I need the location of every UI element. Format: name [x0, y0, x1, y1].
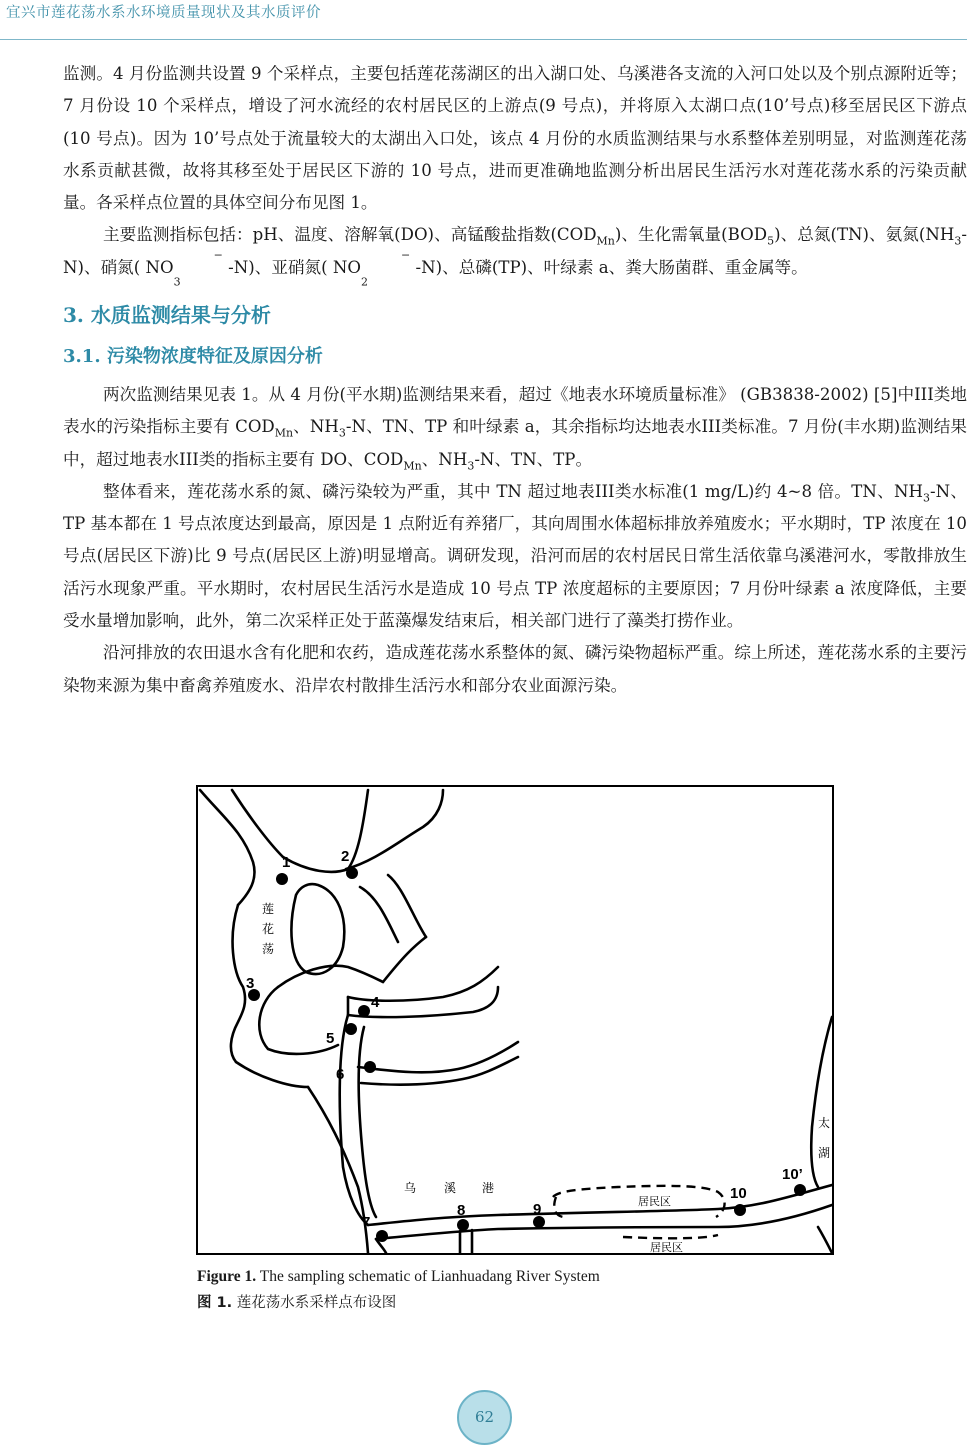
- header-divider: [0, 39, 967, 40]
- taihu-label-char: 湖: [818, 1146, 831, 1160]
- subscript: 3: [954, 234, 962, 248]
- paragraph-conclusion: 沿河排放的农田退水含有化肥和农药，造成莲花荡水系整体的氮、磷污染物超标严重。综上所述，莲花荡水系的主要污染物来源为集中畜禽养殖废水、沿岸农村散排生活污水和部分农业面源污染。: [63, 643, 967, 695]
- paragraph-sampling-points: 监测。4 月份监测共设置 9 个采样点，主要包括莲花荡湖区的出入湖口处、乌溪港各支流的入河口处以及个别点源附近等；7 月份设 10 个采样点，增设了河水流经的农村居民区的上游点(9 号点)，并将原入太湖口点(10’号点)移至居民区下游点(10 号点)。因为 10’号点处于流量较大的太湖出入口处，该点 4 月份的水质监测结果与水系整体差别明显，对监测莲花荡水系贡献甚微，故将其移至处于居民区下游的 10 号点，进而更准确地监测分析出居民生活污水对莲花荡水系的污染贡献量。各采样点位置的具体空间分布见图 1。: [63, 64, 967, 213]
- nitrite-formula: NO: [332, 257, 362, 277]
- point-label-6: 6: [336, 1066, 345, 1083]
- subscript: 3: [338, 426, 346, 440]
- sampling-point-10: [734, 1204, 746, 1216]
- subscript: Mn: [274, 426, 294, 440]
- superscript: −: [401, 248, 411, 262]
- section-heading: 3. 水质监测结果与分析: [63, 302, 271, 327]
- ion-notation: [361, 248, 411, 289]
- sampling-points: [248, 867, 806, 1242]
- caption-label: Figure 1.: [197, 1268, 257, 1285]
- subscript: 3: [467, 458, 475, 472]
- sampling-point-10-prime: [794, 1184, 806, 1196]
- text-run: 两次监测结果见表 1。从 4 月份(平水期)监测结果来看，超过《地表水环境质量标准》 (GB3838-2002) [5]中III类地表水的污染指标主要有 COD: [63, 384, 967, 437]
- text-run: -N)、硝氮(: [63, 225, 967, 277]
- lake-label-char: 莲: [262, 902, 275, 916]
- point-label-4: 4: [371, 994, 380, 1011]
- page-number-badge: 62: [457, 1390, 512, 1445]
- text-run: 整体看来，莲花荡水系的氮、磷污染较为严重，其中 TN 超过地表III类水标准(1 mg/L)约 4~8 倍。TN、NH: [103, 481, 923, 501]
- subscript: 2: [361, 275, 369, 289]
- point-label-10-prime: 10’: [782, 1166, 803, 1183]
- river-label-char: 溪: [444, 1181, 457, 1195]
- paragraph-pollution-analysis: [63, 476, 967, 637]
- nitrate-formula: NO: [145, 257, 174, 277]
- residential-area-label: 居民区: [650, 1241, 683, 1253]
- text-run: )、生化需氧量(BOD: [614, 225, 768, 245]
- text-run: 、NH: [293, 417, 339, 437]
- caption-text: 莲花荡水系采样点布设图: [232, 1295, 397, 1311]
- residential-area-label: 居民区: [638, 1195, 671, 1208]
- lake-label-char: 荡: [262, 942, 275, 956]
- point-label-2: 2: [341, 848, 350, 865]
- point-label-1: 1: [282, 854, 291, 871]
- article-body: [63, 58, 967, 702]
- sampling-point-7: [376, 1230, 388, 1242]
- sampling-point-1: [276, 873, 288, 885]
- sampling-point-8: [457, 1219, 469, 1231]
- text-run: -N、TN、TP。: [474, 449, 593, 469]
- running-header: [0, 0, 967, 40]
- text-run: 、NH: [421, 449, 468, 469]
- subsection-heading: 3.1. 污染物浓度特征及原因分析: [63, 345, 323, 367]
- figure-caption-english: [197, 1268, 837, 1286]
- subscript: Mn: [596, 234, 615, 248]
- point-label-7: 7: [362, 1214, 371, 1231]
- river-label-char: 乌: [404, 1181, 417, 1195]
- sampling-point-5: [345, 1023, 357, 1035]
- ion-notation: [173, 248, 223, 289]
- point-label-10: 10: [730, 1185, 747, 1202]
- figure-sampling-map: [196, 785, 834, 1255]
- paragraph-results: [63, 379, 967, 476]
- text-run: )、总氮(TN)、氨氮(NH: [774, 225, 955, 245]
- sampling-point-2: [346, 867, 358, 879]
- subscript: Mn: [403, 458, 422, 472]
- text-run: 主要监测指标包括：pH、温度、溶解氧(DO)、高锰酸盐指数(COD: [103, 225, 597, 245]
- sampling-point-6: [364, 1061, 376, 1073]
- figure-caption-chinese: [197, 1291, 837, 1312]
- subscript: 3: [923, 491, 930, 505]
- journal-running-title: 宜兴市莲花荡水系水环境质量现状及其水质评价: [6, 5, 321, 21]
- point-label-3: 3: [246, 975, 255, 992]
- text-run: -N)、总磷(TP)、叶绿素 a、粪大肠菌群、重金属等。: [415, 257, 808, 277]
- lake-label-char: 花: [262, 922, 275, 936]
- paragraph-monitoring-indicators: [63, 219, 967, 289]
- text-run: -N、TN、TP 和叶绿素 a，其余指标均达地表水III类标准。7 月份(丰水期)监测结果中，超过地表水III类的指标主要有 DO、COD: [63, 417, 967, 469]
- point-label-9: 9: [533, 1201, 542, 1218]
- caption-label: 图 1.: [197, 1295, 233, 1311]
- sampling-point-4: [358, 1005, 370, 1017]
- superscript: −: [213, 248, 223, 262]
- point-label-8: 8: [457, 1202, 466, 1219]
- subscript: 5: [767, 234, 775, 248]
- text-run: -N)、亚硝氮(: [228, 257, 328, 277]
- caption-text: The sampling schematic of Lianhuadang River System: [256, 1268, 600, 1285]
- text-run: -N、TP 基本都在 1 号点浓度达到最高，原因是 1 点附近有养猪厂，其向周围水体超标排放养殖废水；平水期时，TP 浓度在 10 号点(居民区下游)比 9 号点(居民区上游)明显增高。调研发现，沿河而居的农村居民日常生活依靠乌溪港河水，零散排放生活污水现象严重。平水期时，农村居民生活污水是造成 10 号点 TP 浓度超标的主要原因；7 月份叶绿素 a 浓度降低，主要受水量增加影响，此外，第二次采样正处于蓝藻爆发结束后，相关部门进行了藻类打捞作业。: [63, 481, 967, 631]
- taihu-label-char: 太: [818, 1116, 831, 1130]
- subscript: 3: [173, 275, 181, 289]
- river-system-diagram: [198, 787, 832, 1253]
- river-label-char: 港: [482, 1181, 495, 1195]
- point-label-5: 5: [326, 1030, 335, 1047]
